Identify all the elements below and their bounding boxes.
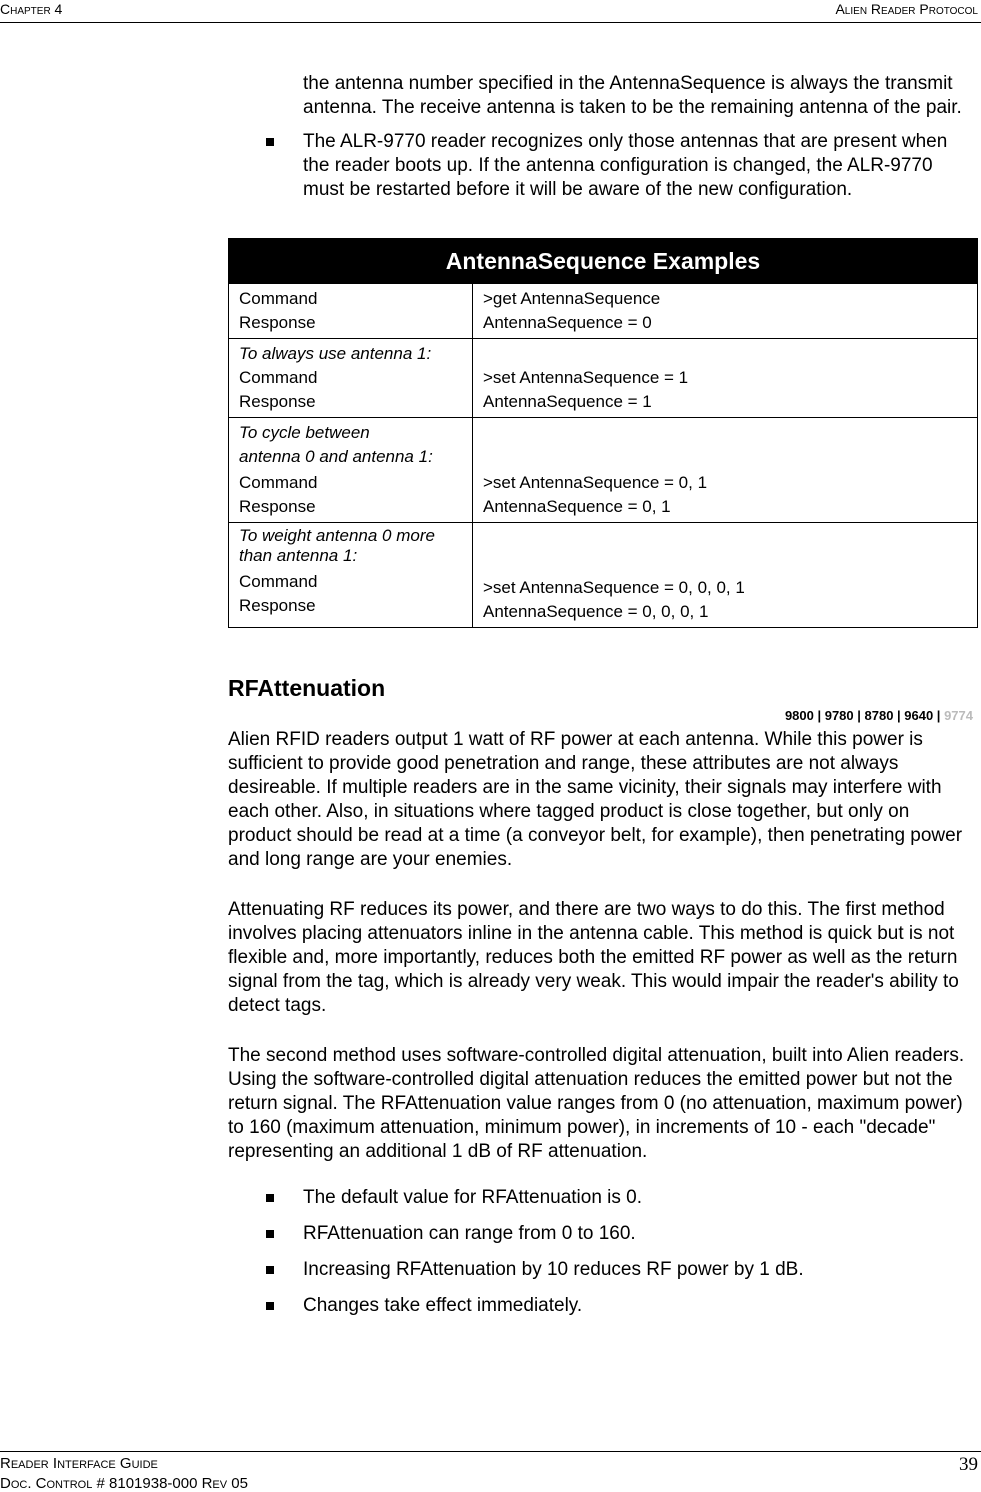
table-cell-labels <box>229 284 473 339</box>
command-label: Command <box>239 473 318 492</box>
bullet-square-icon <box>266 138 274 146</box>
table-cell-labels <box>229 523 473 628</box>
paragraph: Alien RFID readers output 1 watt of RF power at each antenna. While this power is sufficient to provide good penetration and range, these attributes are not always desireable. If multiple readers are in the same vicinity, their signals may interfere with each other. Also, in situations where tagged product is close together, but only on product should be read at a time (a conveyor belt, for example), then penetrating power and long range are your enemies. <box>228 729 963 870</box>
row-note: To always use antenna 1: <box>239 344 432 363</box>
row-note-continued: antenna 0 and antenna 1: <box>239 447 433 466</box>
command-value: >set AntennaSequence = 0, 1 <box>483 473 708 492</box>
list-item <box>228 1294 973 1318</box>
antenna-sequence-table <box>228 238 978 628</box>
bullet-square-icon <box>266 1266 274 1274</box>
table-row <box>229 339 978 418</box>
response-value: AntennaSequence = 0, 0, 0, 1 <box>483 602 709 621</box>
page-number: 39 <box>959 1454 978 1475</box>
list-item-text: The default value for RFAttenuation is 0. <box>303 1187 643 1208</box>
list-item-text: Changes take effect immediately. <box>303 1295 583 1316</box>
list-item-text: Increasing RFAttenuation by 10 reduces RF power by 1 dB. <box>303 1259 804 1280</box>
table-cell-values <box>473 523 978 628</box>
bullet-square-icon <box>266 1230 274 1238</box>
models-unsupported: 9774 <box>944 708 973 723</box>
table-cell-values <box>473 418 978 523</box>
command-value: >set AntennaSequence = 1 <box>483 368 689 387</box>
doc-control: Doc. Control # 8101938-000 Rev 05 <box>0 1475 248 1492</box>
list-item-text: RFAttenuation can range from 0 to 160. <box>303 1223 636 1244</box>
intro-continuation: the antenna number specified in the AntennaSequence is always the transmit antenna. The receive antenna is taken to be the remaining antenna of the pair. <box>303 73 962 118</box>
response-value: AntennaSequence = 0 <box>483 313 652 332</box>
table-row <box>229 418 978 523</box>
row-note: To weight antenna 0 more than antenna 1: <box>239 526 435 565</box>
response-value: AntennaSequence = 1 <box>483 392 652 411</box>
command-value: >get AntennaSequence <box>483 289 661 308</box>
bullet-square-icon <box>266 1194 274 1202</box>
response-label: Response <box>239 497 316 516</box>
response-value: AntennaSequence = 0, 1 <box>483 497 671 516</box>
paragraph: Attenuating RF reduces its power, and there are two ways to do this. The first method involves placing attenuators inline in the antenna cable. This method is quick but is not flexible and, more importantly, reduces both the emitted RF power as well as the return signal from the tag, which is already very weak. This would impair the reader's ability to detect tags. <box>228 899 959 1016</box>
intro-bullet-text: The ALR-9770 reader recognizes only those antennas that are present when the reader boots up. If the antenna configuration is changed, the ALR-9770 must be restarted before it will be aware of the new configuration. <box>303 131 948 200</box>
section-label: Alien Reader Protocol <box>835 1 978 17</box>
section-title: RFAttenuation <box>228 675 386 701</box>
table-cell-labels <box>229 339 473 418</box>
paragraph: The second method uses software-controlled digital attenuation, built into Alien readers. Using the software-controlled digital attenuation reduces the emitted power but not the return signal. The RFAttenuation value ranges from 0 (no attenuation, maximum power) to 160 (maximum attenuation, minimum power), in increments of 10 - each "decade" representing an additional 1 dB of RF attenuation. <box>228 1045 965 1162</box>
page-content <box>228 72 973 1318</box>
table-title: AntennaSequence Examples <box>229 239 978 284</box>
page-header <box>0 0 981 23</box>
table-row <box>229 284 978 339</box>
table-cell-labels <box>229 418 473 523</box>
list-item <box>228 1186 973 1210</box>
table-cell-values <box>473 284 978 339</box>
list-item <box>228 1222 973 1246</box>
table-row <box>229 523 978 628</box>
command-label: Command <box>239 368 318 387</box>
table-cell-values <box>473 339 978 418</box>
row-note: To cycle between <box>239 423 370 442</box>
page-footer <box>0 1451 981 1492</box>
command-label: Command <box>239 572 318 591</box>
response-label: Response <box>239 313 316 332</box>
intro-bullet <box>228 130 973 202</box>
response-label: Response <box>239 392 316 411</box>
bullet-square-icon <box>266 1302 274 1310</box>
response-label: Response <box>239 596 316 615</box>
list-item <box>228 1258 973 1282</box>
models-supported: 9800 | 9780 | 8780 | 9640 | <box>784 708 941 723</box>
chapter-label: Chapter 4 <box>0 1 63 17</box>
command-label: Command <box>239 289 318 308</box>
guide-title: Reader Interface Guide <box>0 1455 158 1472</box>
command-value: >set AntennaSequence = 0, 0, 0, 1 <box>483 578 745 597</box>
model-list <box>228 704 973 728</box>
